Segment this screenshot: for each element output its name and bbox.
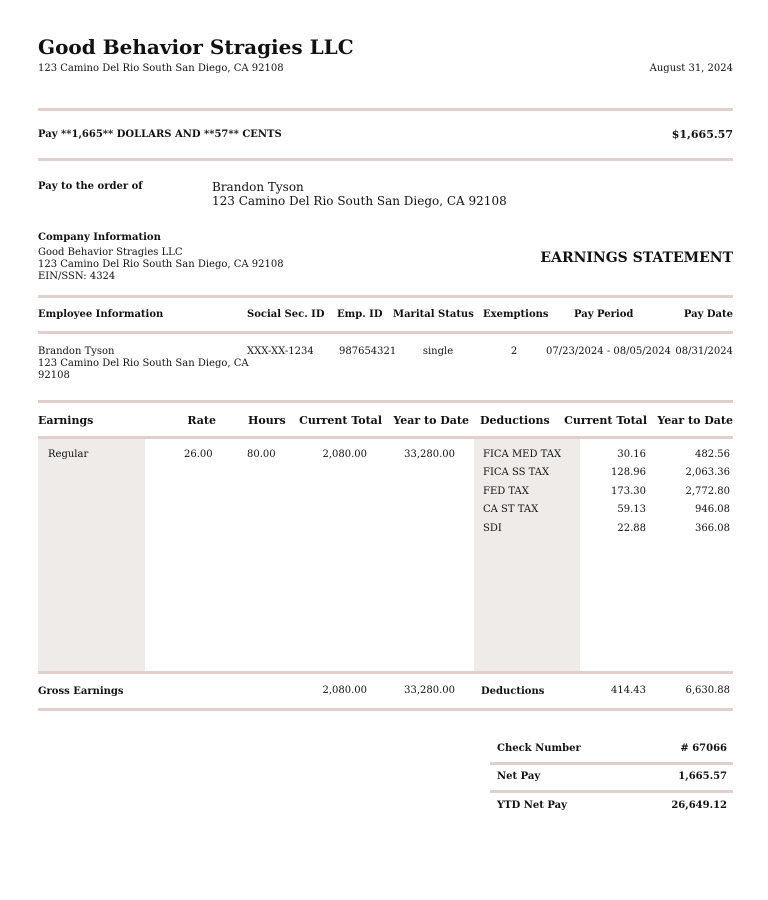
company-info-heading: Company Information	[38, 232, 161, 243]
earnings-label: Regular	[48, 449, 89, 460]
employee-exemptions: 2	[510, 346, 518, 357]
deduction-ytd: 946.08	[695, 504, 730, 515]
header-emp-id: Emp. ID	[337, 309, 383, 320]
header-year-to-date: Year to Date	[393, 414, 469, 427]
divider	[38, 295, 733, 298]
payee-name: Brandon Tyson	[212, 180, 304, 194]
header-pay-period: Pay Period	[574, 309, 634, 320]
header-marital-status: Marital Status	[393, 309, 474, 320]
deduction-current: 173.30	[611, 486, 646, 497]
divider	[490, 790, 733, 793]
deduction-ytd: 482.56	[695, 449, 730, 460]
earnings-current: 2,080.00	[322, 449, 367, 460]
deduction-current: 22.88	[617, 523, 646, 534]
company-info-ein: EIN/SSN: 4324	[38, 271, 116, 282]
deduction-current: 30.16	[617, 449, 646, 460]
company-info-address: 123 Camino Del Rio South San Diego, CA 92108	[38, 259, 284, 270]
ytd-net-pay-label: YTD Net Pay	[497, 800, 567, 811]
ytd-net-pay-value: 26,649.12	[671, 800, 727, 811]
employee-emp-id: 987654321	[339, 346, 397, 357]
header-hours: Hours	[248, 414, 286, 427]
employee-pay-period: 07/23/2024 - 08/05/2024	[546, 346, 672, 357]
company-info-name: Good Behavior Stragies LLC	[38, 247, 183, 258]
header-deductions: Deductions	[480, 414, 550, 427]
employee-address-line2: 92108	[38, 370, 70, 381]
header-employee-info: Employee Information	[38, 309, 164, 320]
header-current-total: Current Total	[299, 414, 382, 427]
deduction-ytd: 366.08	[695, 523, 730, 534]
divider	[38, 158, 733, 161]
deduction-ytd: 2,772.80	[685, 486, 730, 497]
check-number-value: # 67066	[680, 743, 727, 754]
deduction-label: CA ST TAX	[483, 504, 539, 515]
deduction-current: 59.13	[617, 504, 646, 515]
deduction-current: 128.96	[611, 467, 646, 478]
header-earnings: Earnings	[38, 414, 94, 427]
statement-title: EARNINGS STATEMENT	[540, 250, 733, 266]
deduction-ytd: 2,063.36	[685, 467, 730, 478]
employee-pay-date: 08/31/2024	[675, 346, 733, 357]
deduction-label: FICA MED TAX	[483, 449, 562, 460]
earnings-label-column	[38, 439, 145, 671]
deduction-label: FED TAX	[483, 486, 529, 497]
header-exemptions: Exemptions	[483, 309, 549, 320]
employee-name: Brandon Tyson	[38, 346, 115, 357]
gross-earnings-label: Gross Earnings	[38, 686, 124, 697]
payee-address: 123 Camino Del Rio South San Diego, CA 92108	[212, 194, 507, 208]
earnings-ytd: 33,280.00	[404, 449, 455, 460]
statement-date: August 31, 2024	[649, 63, 733, 74]
check-number-label: Check Number	[497, 743, 581, 754]
header-pay-date: Pay Date	[683, 309, 733, 320]
divider	[38, 671, 733, 674]
earnings-rate: 26.00	[184, 449, 213, 460]
header-rate: Rate	[187, 414, 216, 427]
employee-address-line1: 123 Camino Del Rio South San Diego, CA	[38, 358, 249, 369]
header-ssn: Social Sec. ID	[247, 309, 325, 320]
header-deduction-ytd: Year to Date	[657, 414, 733, 427]
net-pay-value: 1,665.57	[678, 771, 727, 782]
divider	[38, 108, 733, 111]
header-deduction-current: Current Total	[564, 414, 647, 427]
deductions-total-label: Deductions	[481, 686, 545, 697]
earnings-hours: 80.00	[247, 449, 276, 460]
deduction-label: FICA SS TAX	[483, 467, 550, 478]
pay-to-order-label: Pay to the order of	[38, 181, 143, 192]
company-name: Good Behavior Stragies LLC	[38, 35, 354, 59]
employee-ssn: XXX-XX-1234	[247, 346, 314, 357]
divider	[490, 762, 733, 765]
deduction-label: SDI	[483, 523, 502, 534]
gross-earnings-current: 2,080.00	[322, 685, 367, 696]
pay-amount-words: Pay **1,665** DOLLARS AND **57** CENTS	[38, 129, 282, 140]
deductions-total-ytd: 6,630.88	[685, 685, 730, 696]
net-pay-label: Net Pay	[497, 771, 541, 782]
gross-earnings-ytd: 33,280.00	[404, 685, 455, 696]
divider	[38, 331, 733, 334]
employee-marital: single	[422, 346, 454, 357]
company-address: 123 Camino Del Rio South San Diego, CA 92108	[38, 63, 284, 74]
pay-amount: $1,665.57	[671, 128, 733, 141]
divider	[38, 400, 733, 403]
deductions-total-current: 414.43	[611, 685, 646, 696]
divider	[38, 708, 733, 711]
